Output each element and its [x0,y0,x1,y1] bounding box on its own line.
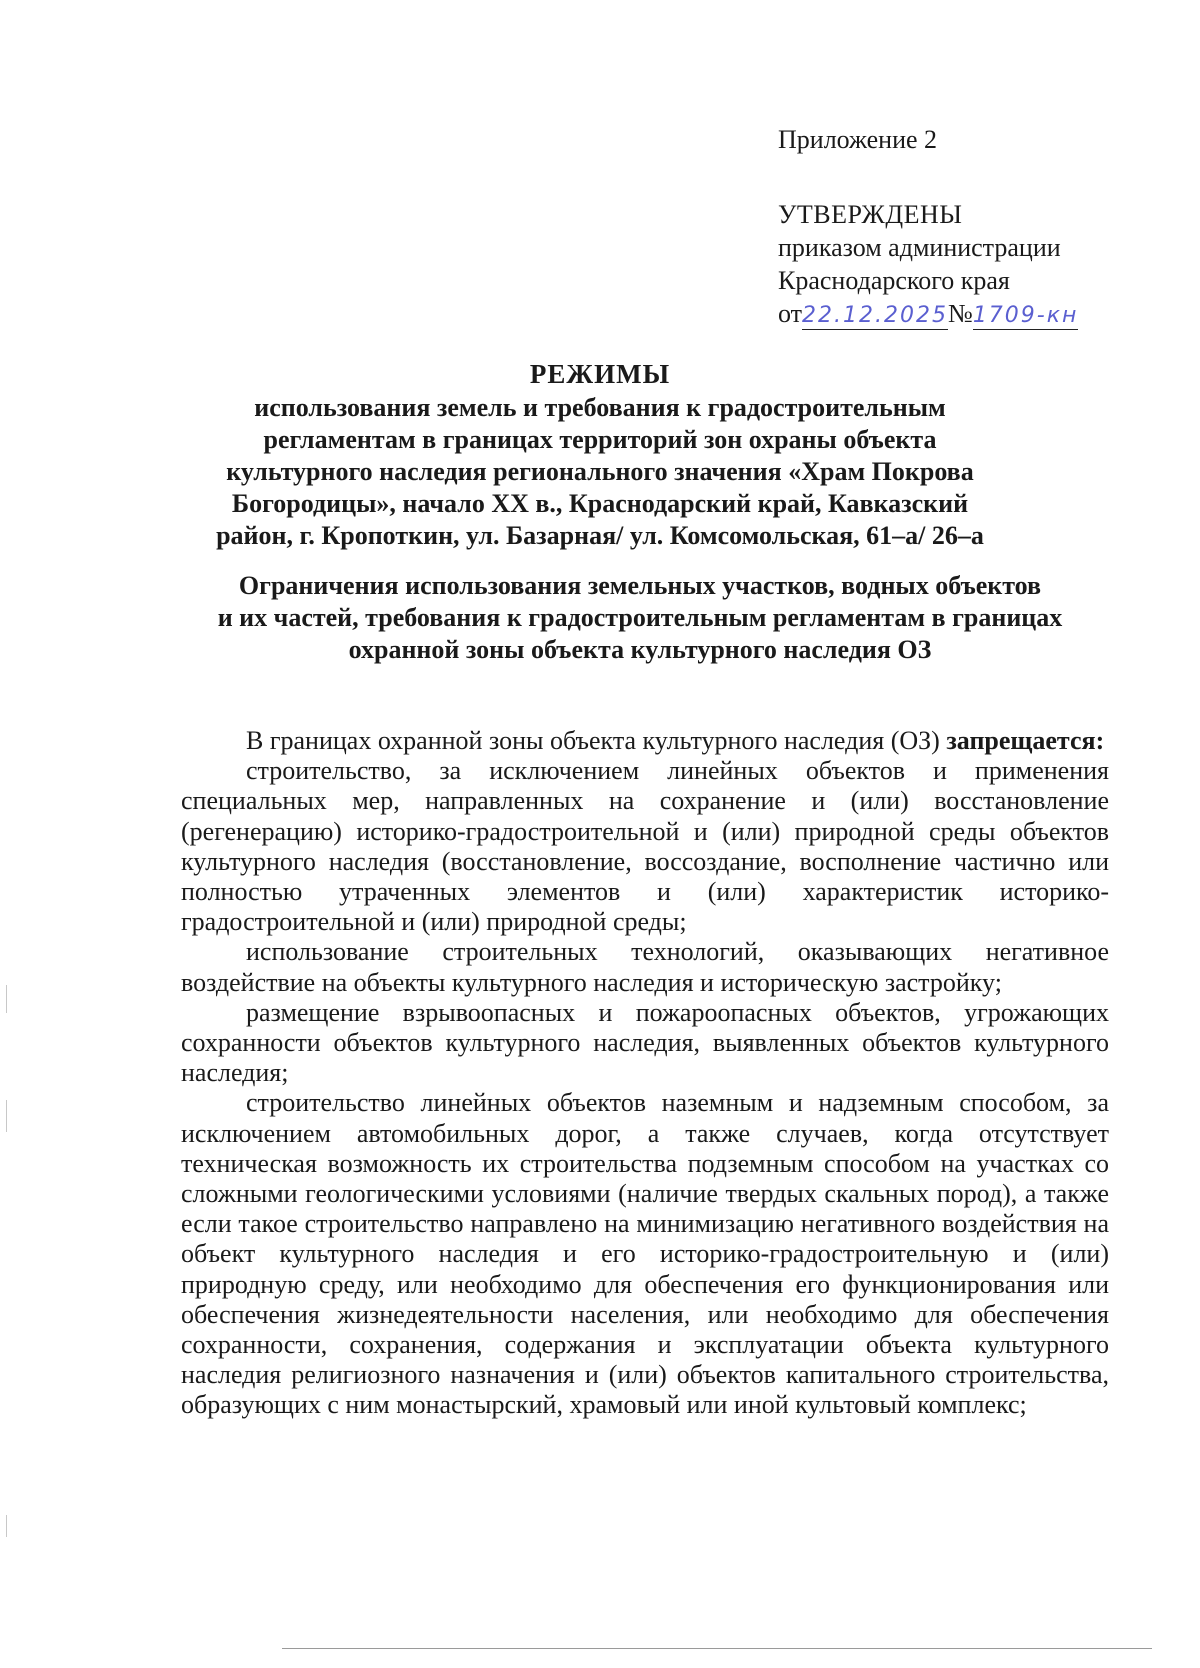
scan-margin-mark [6,985,7,1013]
document-body [181,726,1109,1421]
heading-line-4: Богородицы», начало XX в., Краснодарский край, Кавказский [231,489,969,518]
number-field [973,301,1079,330]
section-heading-line-2: и их частей, требования к градостроительным регламентам в границах [217,603,1063,632]
scan-margin-mark [6,1515,7,1537]
approved-by-line: приказом администрации [778,233,1061,262]
handwritten-date: 22.12.2025 [802,303,948,328]
approved-title: УТВЕРЖДЕНЫ [778,200,963,229]
handwritten-number: 1709-кн [972,303,1079,328]
restriction-item: размещение взрывоопасных и пожароопасных объектов, угрожающих сохранности объектов культурного наследия, выявленных объектов культурного наследия; [181,997,1109,1088]
heading-line-5: район, г. Кропоткин, ул. Базарная/ ул. Комсомольская, 61–а/ 26–а [216,521,984,550]
document-heading [200,358,1000,552]
section-heading [180,570,1100,666]
heading-line-1: использования земель и требования к градостроительным [254,393,946,422]
approval-stamp-block [778,198,1078,330]
intro-bold-text: запрещается: [946,726,1105,755]
intro-text: В границах охранной зоны объекта культурного наследия (ОЗ) [246,726,947,755]
restriction-item: строительство, за исключением линейных объектов и применения специальных мер, направленных на сохранение и (или) восстановление (регенерацию) историко-градостроительной и (или) природной среды объектов культурного наследия (восстановление, воссоздание, восполнение частично или полностью утраченных элементов и (или) характеристик историко-градостроительной и (или) природной среды; [181,756,1109,937]
section-heading-line-3: охранной зоны объекта культурного наследия ОЗ [348,635,932,664]
intro-paragraph [181,726,1109,756]
scan-margin-mark [6,1100,7,1132]
approved-region-line: Краснодарского края [778,266,1010,295]
heading-line-2: регламентам в границах территорий зон охраны объекта [263,425,937,454]
order-date-number-line [778,297,1078,330]
restriction-item: использование строительных технологий, оказывающих негативное воздействие на объекты культурного наследия и историческую застройку; [181,937,1109,997]
heading-line-3: культурного наследия регионального значения «Храм Покрова [226,457,974,486]
date-prefix: от [778,299,803,328]
number-prefix: № [948,299,973,328]
footer-divider [282,1648,1152,1649]
date-field [802,301,948,330]
section-heading-line-1: Ограничения использования земельных участков, водных объектов [238,571,1042,600]
appendix-label: Приложение 2 [778,125,938,154]
restriction-item: строительство линейных объектов наземным и надземным способом, за исключением автомобильных дорог, а также случаев, когда отсутствует техническая возможность их строительства подземным способом на участках со сложными геологическими условиями (наличие твердых скальных пород), а также если такое строительство направлено на минимизацию негативного воздействия на объект культурного наследия и его историко-градостроительную и (или) природную среду, или необходимо для обеспечения его функционирования или обеспечения жизнедеятельности населения, или необходимо для обеспечения сохранности, сохранения, содержания и эксплуатации объекта культурного наследия религиозного назначения и (или) объектов капитального строительства, образующих с ним монастырский, храмовый или иной культовый комплекс; [181,1088,1109,1420]
heading-title: РЕЖИМЫ [529,359,671,389]
